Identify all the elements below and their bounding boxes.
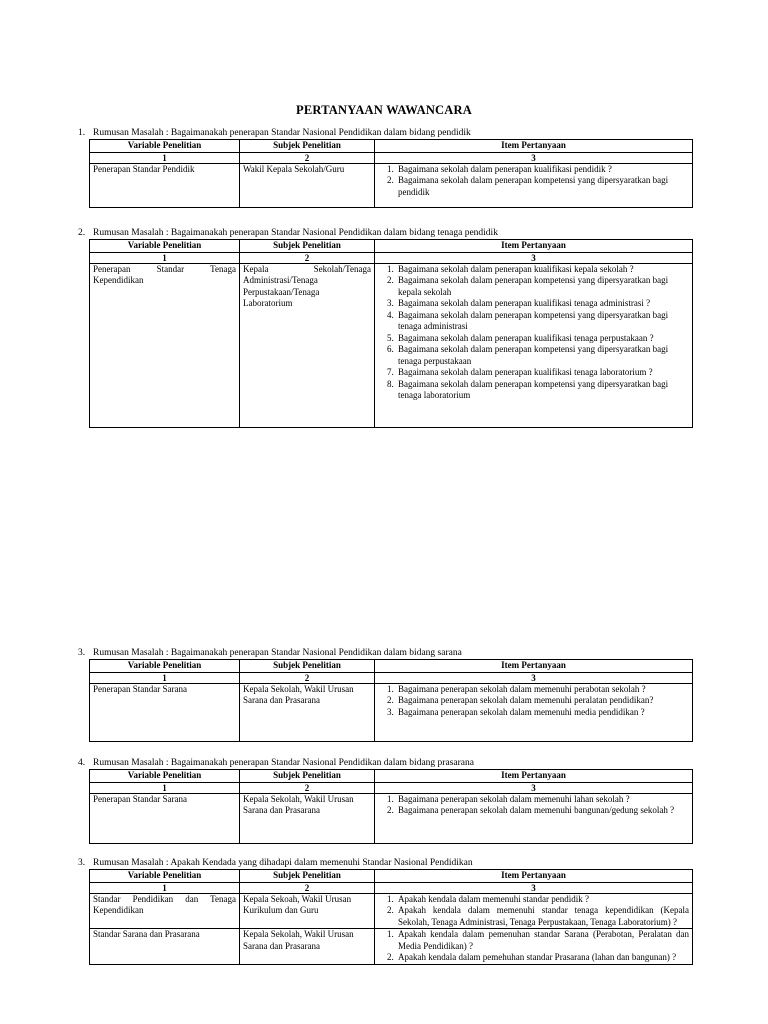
table-row: [90, 163, 693, 207]
header-variable: Variable Penelitian: [90, 870, 240, 883]
number-row: 1 2 3: [90, 672, 693, 683]
header-row: [90, 240, 693, 253]
interview-table: [89, 769, 693, 844]
number-row: 1 2 3: [90, 882, 693, 893]
variable-cell: Penerapan Standar Tenaga Kependidikan: [90, 263, 240, 427]
subject-cell: Kepala Sekoah, Wakil Urusan Kurikulum dan Guru: [240, 893, 375, 929]
list-item: 8. Bagaimana sekolah dalam penerapan kompetensi yang dipersyaratkan bagi tenaga laboratorium: [396, 379, 689, 402]
header-items: Item Pertanyaan: [375, 770, 693, 783]
variable-cell: Penerapan Standar Sarana: [90, 793, 240, 843]
list-item: 3. Bagaimana sekolah dalam penerapan kualifikasi tenaga administrasi ?: [396, 298, 689, 310]
number-row: 1 2 3: [90, 782, 693, 793]
items-cell: [375, 263, 693, 427]
section-3: [78, 647, 698, 742]
variable-cell: Penerapan Standar Sarana: [90, 683, 240, 741]
header-subject: Subjek Penelitian: [240, 870, 375, 883]
list-item: 1. Bagaimana sekolah dalam penerapan kualifikasi pendidik ?: [396, 164, 689, 176]
items-cell: [375, 893, 693, 929]
list-item: 2. Bagaimana sekolah dalam penerapan kompetensi yang dipersyaratkan bagi kepala sekolah: [396, 275, 689, 298]
table-row: [90, 929, 693, 965]
header-subject: Subjek Penelitian: [240, 660, 375, 673]
items-cell: [375, 929, 693, 965]
section-4: [78, 757, 698, 844]
variable-cell: Standar Sarana dan Prasarana: [90, 929, 240, 965]
subject-cell: Kepala Sekolah, Wakil Urusan Sarana dan Prasarana: [240, 683, 375, 741]
section-5: [78, 857, 698, 965]
section-1: [78, 127, 698, 208]
list-item: 1. Bagaimana penerapan sekolah dalam memenuhi perabotan sekolah ?: [396, 684, 689, 696]
interview-table: [89, 869, 693, 965]
header-items: Item Pertanyaan: [375, 660, 693, 673]
list-item: 7. Bagaimana sekolah dalam penerapan kualifikasi tenaga laboratorium ?: [396, 367, 689, 379]
list-item: 1. Apakah kendala dalam pemenuhan standar Sarana (Perabotan, Peralatan dan Media Pendidikan) ?: [396, 929, 689, 952]
items-cell: [375, 163, 693, 207]
interview-table: [89, 139, 693, 208]
header-row: [90, 660, 693, 673]
list-item: 3. Bagaimana penerapan sekolah dalam memenuhi media pendidikan ?: [396, 707, 689, 719]
list-item: 1. Apakah kendala dalam memenuhi standar pendidik ?: [396, 894, 689, 906]
section-heading: 2. Rumusan Masalah : Bagaimanakah penerapan Standar Nasional Pendidikan dalam bidang tenaga pendidik: [78, 228, 498, 238]
header-variable: Variable Penelitian: [90, 660, 240, 673]
list-item: 2. Apakah kendala dalam memenuhi standar tenaga kependidikan (Kepala Sekolah, Tenaga Administrasi, Tenaga Perpustakaan, Tenaga Laboratorium) ?: [396, 905, 689, 928]
variable-cell: Penerapan Standar Pendidik: [90, 163, 240, 207]
list-item: 5. Bagaimana sekolah dalam penerapan kualifikasi tenaga perpustakaan ?: [396, 333, 689, 345]
header-subject: Subjek Penelitian: [240, 240, 375, 253]
items-cell: [375, 793, 693, 843]
interview-table: [89, 239, 693, 428]
table-row: [90, 683, 693, 741]
subject-cell: Wakil Kepala Sekolah/Guru: [240, 163, 375, 207]
header-row: [90, 140, 693, 153]
section-2: [78, 227, 698, 428]
number-row: 1 2 3: [90, 152, 693, 163]
header-items: Item Pertanyaan: [375, 870, 693, 883]
section-heading: 4. Rumusan Masalah : Bagaimanakah penerapan Standar Nasional Pendidikan dalam bidang prasarana: [78, 758, 474, 768]
section-heading: 1. Rumusan Masalah : Bagaimanakah penerapan Standar Nasional Pendidikan dalam bidang pendidik: [78, 128, 471, 138]
section-heading: 3. Rumusan Masalah : Apakah Kendada yang dihadapi dalam memenuhi Standar Nasional Pendidikan: [78, 858, 473, 868]
header-row: [90, 870, 693, 883]
list-item: 1. Bagaimana sekolah dalam penerapan kualifikasi kepala sekolah ?: [396, 264, 689, 276]
list-item: 1. Bagaimana penerapan sekolah dalam memenuhi lahan sekolah ?: [396, 794, 689, 806]
list-item: 2. Bagaimana penerapan sekolah dalam memenuhi bangunan/gedung sekolah ?: [396, 805, 689, 817]
header-row: [90, 770, 693, 783]
page-title: PERTANYAAN WAWANCARA: [296, 103, 472, 117]
subject-cell: Kepala Sekolah, Wakil Urusan Sarana dan Prasarana: [240, 929, 375, 965]
header-items: Item Pertanyaan: [375, 240, 693, 253]
table-row: [90, 263, 693, 427]
items-cell: [375, 683, 693, 741]
header-subject: Subjek Penelitian: [240, 770, 375, 783]
header-variable: Variable Penelitian: [90, 140, 240, 153]
list-item: 4. Bagaimana sekolah dalam penerapan kompetensi yang dipersyaratkan bagi tenaga administrasi: [396, 310, 689, 333]
subject-cell: Kepala Sekolah/Tenaga Administrasi/Tenaga Perpustakaan/Tenaga Laboratorium: [240, 263, 375, 427]
variable-cell: Standar Pendidikan dan Tenaga Kependidikan: [90, 893, 240, 929]
list-item: 2. Bagaimana sekolah dalam penerapan kompetensi yang dipersyaratkan bagi pendidik: [396, 175, 689, 198]
subject-cell: Kepala Sekolah, Wakil Urusan Sarana dan Prasarana: [240, 793, 375, 843]
header-items: Item Pertanyaan: [375, 140, 693, 153]
number-row: 1 2 3: [90, 252, 693, 263]
header-variable: Variable Penelitian: [90, 240, 240, 253]
list-item: 6. Bagaimana sekolah dalam penerapan kompetensi yang dipersyaratkan bagi tenaga perpustakaan: [396, 344, 689, 367]
list-item: 2. Bagaimana penerapan sekolah dalam memenuhi peralatan pendidikan?: [396, 695, 689, 707]
section-heading: 3. Rumusan Masalah : Bagaimanakah penerapan Standar Nasional Pendidikan dalam bidang sarana: [78, 648, 462, 658]
header-variable: Variable Penelitian: [90, 770, 240, 783]
table-row: [90, 893, 693, 929]
header-subject: Subjek Penelitian: [240, 140, 375, 153]
table-row: [90, 793, 693, 843]
interview-table: [89, 659, 693, 742]
list-item: 2. Apakah kendala dalam pemehuhan standar Prasarana (lahan dan bangunan) ?: [396, 952, 689, 964]
